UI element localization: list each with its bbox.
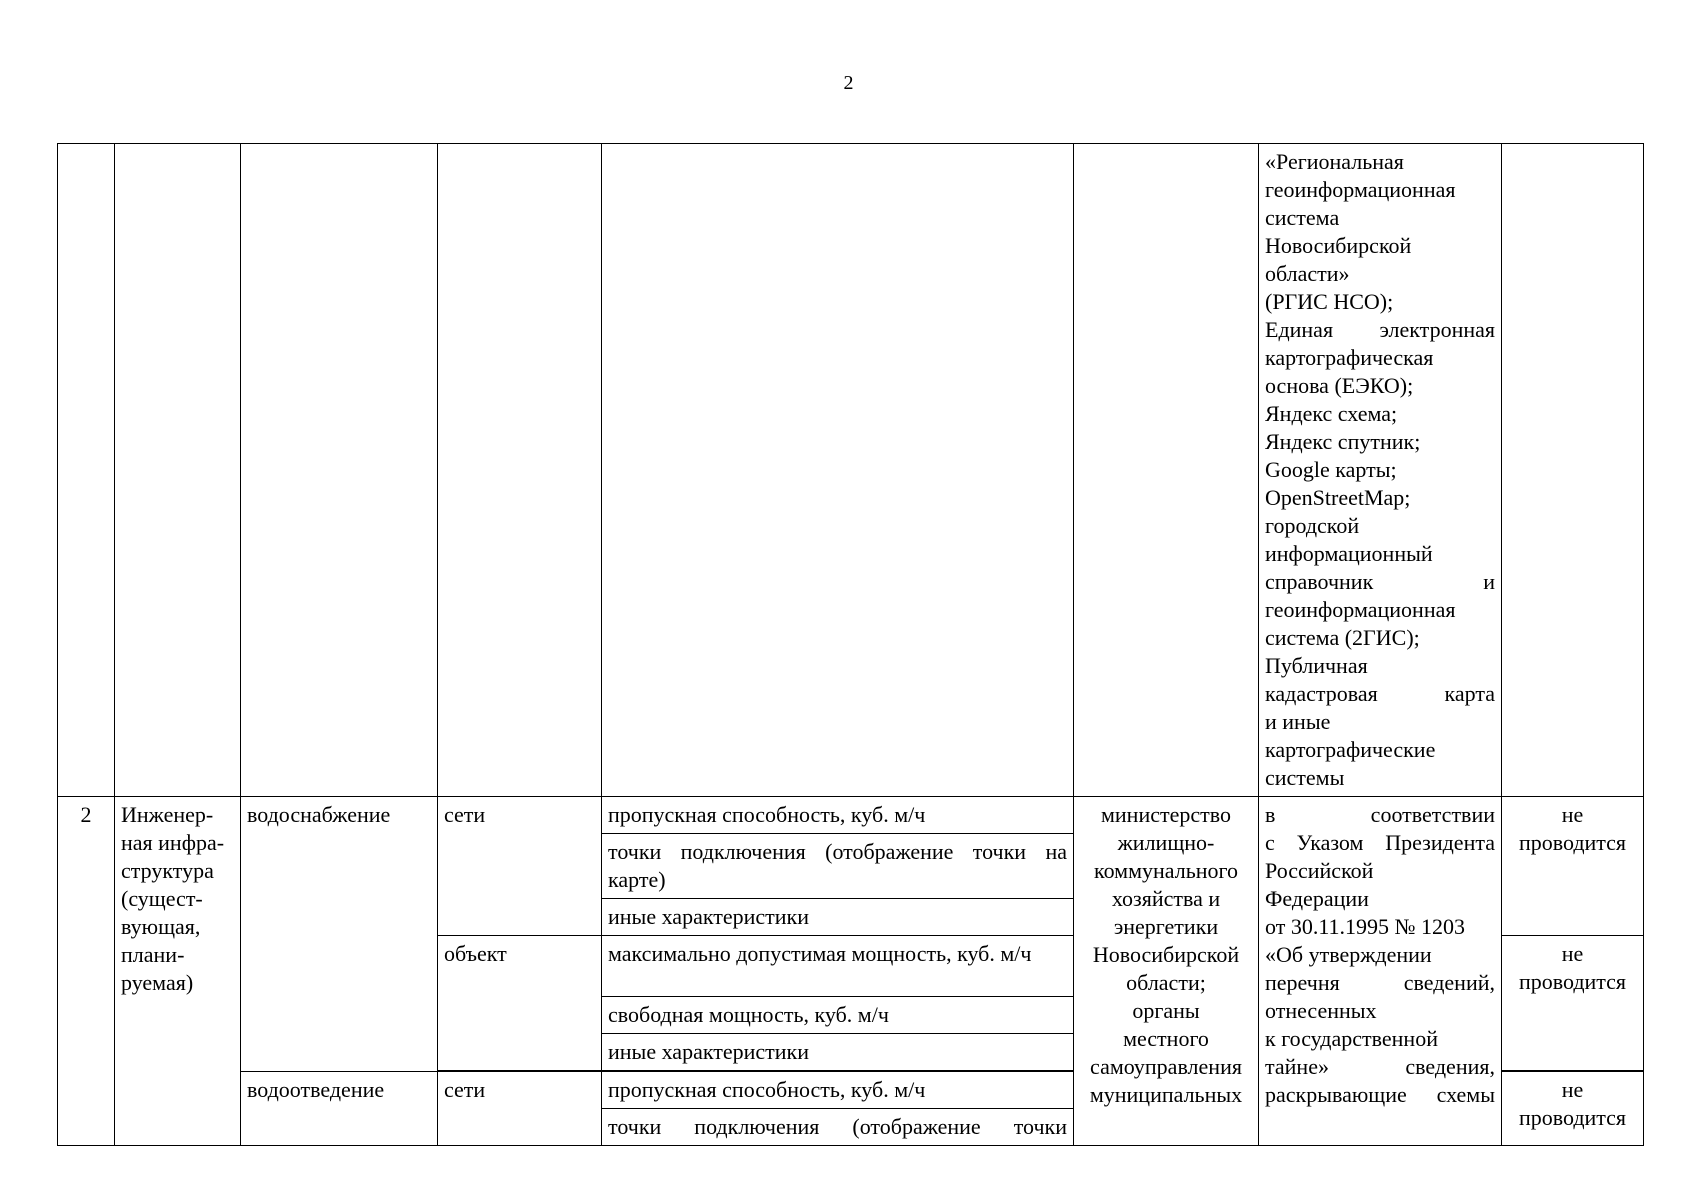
category-line: вующая,: [121, 914, 201, 939]
responsible-line: области;: [1126, 970, 1206, 995]
source-line: геоинформационная: [1265, 177, 1456, 202]
responsible-line: министерство: [1100, 802, 1231, 827]
source-line: отнесенных: [1265, 998, 1377, 1023]
source-line: системы: [1265, 765, 1345, 790]
category-line: структура: [121, 858, 214, 883]
cell-sources-continued: [1259, 144, 1502, 797]
source-line: «Региональная: [1265, 149, 1404, 174]
cell-characteristic-empty: [602, 144, 1074, 797]
source-line: Яндекс спутник;: [1265, 429, 1421, 454]
category-line: плани-: [121, 942, 185, 967]
source-line: Публичная: [1265, 653, 1368, 678]
source-line: система: [1265, 205, 1340, 230]
source-line: перечня сведений,: [1265, 970, 1495, 995]
table-row-continuation: [58, 144, 1644, 797]
cell-row-number: 2: [58, 797, 115, 1146]
cell-characteristic: точки подключения (отображение точки: [602, 1109, 1074, 1146]
secrecy-line: не: [1561, 941, 1584, 966]
responsible-line: самоуправления: [1090, 1054, 1242, 1079]
source-line: «Об утверждении: [1265, 942, 1432, 967]
secrecy-line: проводится: [1518, 830, 1627, 855]
source-line: в соответствии: [1265, 802, 1495, 827]
source-line: и иные: [1265, 709, 1331, 734]
cell-sources: [1259, 797, 1502, 1146]
source-line: кадастровая карта: [1265, 681, 1495, 706]
cell-characteristic: иные характеристики: [602, 899, 1074, 936]
page-number: 2: [843, 72, 854, 94]
secrecy-line: не: [1561, 802, 1584, 827]
cell-subtype-drainage: водоотведение: [241, 1072, 438, 1146]
cell-characteristic: максимально допустимая мощность, куб. м/ч: [602, 936, 1074, 997]
source-line: система (2ГИС);: [1265, 625, 1420, 650]
secrecy-line: проводится: [1518, 969, 1627, 994]
cell-characteristic: пропускная способность, куб. м/ч: [602, 797, 1074, 834]
source-line: картографические: [1265, 737, 1436, 762]
cell-subtype-empty: [241, 144, 438, 797]
source-line: OpenStreetMap;: [1265, 485, 1411, 510]
responsible-line: муниципальных: [1089, 1082, 1243, 1107]
table-row: [58, 797, 1644, 834]
source-line: от 30.11.1995 № 1203: [1265, 914, 1465, 939]
cell-subtype-water-supply: водоснабжение: [241, 797, 438, 1072]
source-line: области»: [1265, 261, 1350, 286]
cell-object-networks: сети: [438, 797, 602, 936]
cell-characteristic: свободная мощность, куб. м/ч: [602, 997, 1074, 1034]
cell-object-facility: объект: [438, 936, 602, 1071]
cell-characteristic: иные характеристики: [602, 1034, 1074, 1071]
responsible-line: жилищно-: [1117, 830, 1215, 855]
source-line: Яндекс схема;: [1265, 401, 1398, 426]
responsible-line: хозяйства и: [1111, 886, 1221, 911]
category-line: ная инфра-: [121, 830, 225, 855]
source-line: информационный: [1265, 541, 1433, 566]
category-line: (сущест-: [121, 886, 203, 911]
source-line: раскрывающие схемы: [1265, 1082, 1495, 1107]
cell-object-networks: сети: [438, 1072, 602, 1146]
source-line: к государственной: [1265, 1026, 1438, 1051]
responsible-line: Новосибирской: [1092, 942, 1240, 967]
cell-responsible-empty: [1074, 144, 1259, 797]
cell-secrecy: [1502, 797, 1644, 936]
cell-characteristic: пропускная способность, куб. м/ч: [602, 1072, 1074, 1109]
cell-category-empty: [115, 144, 241, 797]
cell-category: [115, 797, 241, 1146]
cell-responsible: [1074, 797, 1259, 1146]
cell-characteristic: точки подключения (отображение точки на карте): [602, 834, 1074, 899]
category-line: Инженер-: [121, 802, 214, 827]
source-line: картографическая: [1265, 345, 1434, 370]
responsible-line: энергетики: [1113, 914, 1219, 939]
secrecy-line: не: [1561, 1077, 1584, 1102]
source-line: основа (ЕЭКО);: [1265, 373, 1414, 398]
data-table: [57, 143, 1644, 1146]
source-line: с Указом Президента: [1265, 830, 1495, 855]
responsible-line: коммунального: [1094, 858, 1238, 883]
category-line: руемая): [121, 970, 194, 995]
cell-secrecy: [1502, 936, 1644, 1071]
source-line: Российской: [1265, 858, 1374, 883]
cell-secrecy: [1502, 1072, 1644, 1146]
cell-object-empty: [438, 144, 602, 797]
source-line: геоинформационная: [1265, 597, 1456, 622]
cell-number-empty: [58, 144, 115, 797]
source-line: тайне» сведения,: [1265, 1054, 1495, 1079]
source-line: справочник и: [1265, 569, 1495, 594]
source-line: Google карты;: [1265, 457, 1397, 482]
source-line: (РГИС НСО);: [1265, 289, 1394, 314]
source-line: Новосибирской: [1265, 233, 1412, 258]
responsible-line: органы: [1132, 998, 1200, 1023]
source-line: Федерации: [1265, 886, 1369, 911]
secrecy-line: проводится: [1518, 1105, 1627, 1130]
cell-secrecy-empty: [1502, 144, 1644, 797]
source-line: городской: [1265, 513, 1360, 538]
responsible-line: местного: [1123, 1026, 1209, 1051]
source-line: Единая электронная: [1265, 317, 1495, 342]
